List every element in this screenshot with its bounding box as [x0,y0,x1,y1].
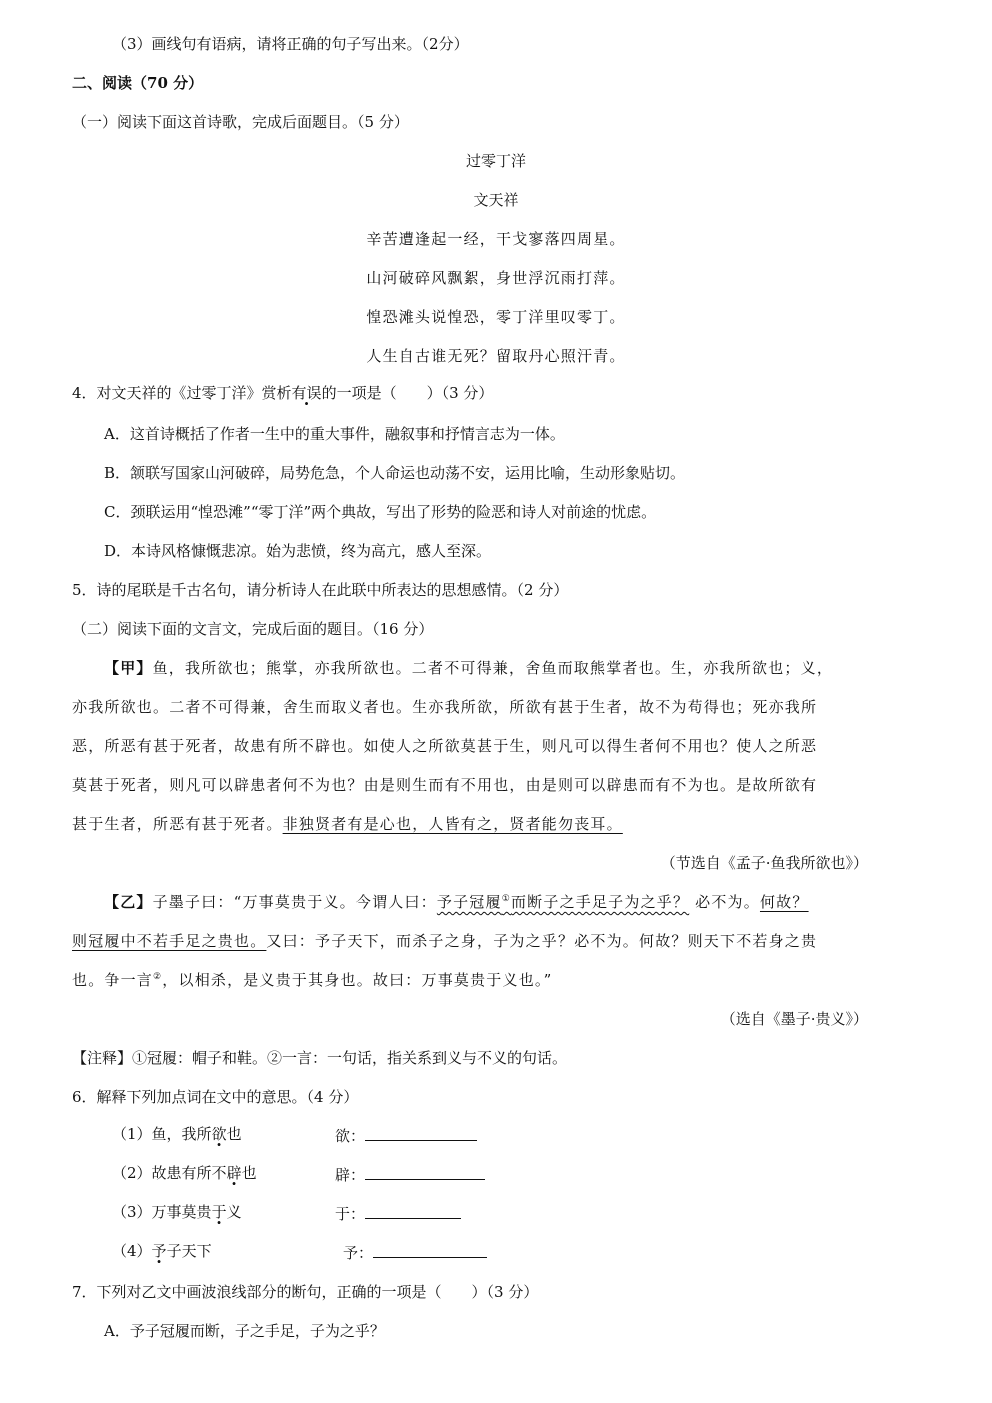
answer-blank[interactable] [365,1163,485,1180]
passage-yi-source: （选自《墨子·贵义》） [720,1010,868,1028]
passage-jia-line-1 [104,658,833,678]
passage-jia-line-4: 莫甚于死者，则凡可以辟患者何不为也？由是则生而有不用也，由是则可以辟患而有不为也。是故所欲有 [72,776,818,794]
passage-yi-text: 又曰：予子天下，而杀子之身，子为之乎？必不为。何故？则天下不若身之贵 [266,932,818,950]
underlined-sentence: 非独贤者有是心也，人皆有之，贤者能勿丧耳。 [282,815,623,833]
item-text: 故患有所不 [151,1164,227,1182]
section-heading-reading: 二、阅读（70 分） [72,74,204,92]
passage-jia-line-5 [72,814,623,834]
item-text: 子天下 [166,1242,212,1260]
footnote-marker-2: ② [153,972,163,982]
question-6-item-4 [112,1241,212,1261]
question-6-item-2 [112,1163,257,1183]
question-4-stem [72,383,493,403]
passage-jia-source: （节选自《孟子·鱼我所欲也》） [660,854,868,872]
answer-label: 于： [335,1205,366,1223]
footnote-marker-1: ① [501,894,511,904]
dotted-word: 欲 [211,1125,227,1143]
item-text: 义 [226,1203,242,1221]
question-7-option-a: A．予子冠履而断，子之手足，子为之乎？ [104,1322,385,1340]
passage-yi-text: 必不为。 [689,893,760,911]
part-one-intro: （一）阅读下面这首诗歌，完成后面题目。（5 分） [72,113,409,131]
passage-yi-line-1 [104,892,809,912]
question-7-stem: 7．下列对乙文中画波浪线部分的断句，正确的一项是（ ）（3 分） [72,1283,539,1301]
question-6-item-3 [112,1202,242,1222]
question-4-option-c: C．颈联运用“惶恐滩”“零丁洋”两个典故，写出了形势的险恶和诗人对前途的忧虑。 [104,503,657,521]
part-two-intro: （二）阅读下面的文言文，完成后面的题目。（16 分） [72,620,434,638]
underlined-question: 何故？ [759,893,809,911]
poem-title: 过零丁洋 [465,152,526,170]
question-4-option-a: A．这首诗概括了作者一生中的重大事件，融叙事和抒情言志为一体。 [104,425,565,443]
item-text: 万事莫贵 [151,1203,212,1221]
item-number: （3） [112,1203,152,1221]
answer-blank[interactable] [373,1241,487,1258]
passage-yi-text: ，以相杀，是义贵于其身也。故曰：万事莫贵于义也。” [162,971,553,989]
passage-yi-text: 子墨子曰：“万事莫贵于义。今谓人曰： [152,893,437,911]
passage-jia-line-2: 亦我所欲也。二者不可得兼，舍生而取义者也。生亦我所欲，所欲有甚于生者，故不为苟得也；死亦我所 [72,698,818,716]
wavy-underlined-phrase [437,893,689,911]
question-6-item-1 [112,1124,242,1144]
question-6-stem: 6．解释下列加点词在文中的意思。（4 分） [72,1088,359,1106]
dotted-word-youwu: 有误 [291,384,322,402]
passage-yi-line-2 [72,931,817,951]
answer-label: 辟： [335,1166,366,1184]
passage-jia-text: 鱼，我所欲也；熊掌，亦我所欲也。二者不可得兼，舍鱼而取熊掌者也。生，亦我所欲也；义， [152,659,834,677]
underlined-sentence: 则冠履中不若手足之贵也。 [72,932,267,950]
item-number: （2） [112,1164,152,1182]
poem-line: 惶恐滩头说惶恐，零丁洋里叹零丁。 [366,308,626,326]
passage-jia-label: 【甲】 [104,659,153,677]
question-5: 5．诗的尾联是千古名句，请分析诗人在此联中所表达的思想感情。（2 分） [72,581,569,599]
passage-jia-line-3: 恶，所恶有甚于死者，故患有所不辟也。如使人之所欲莫甚于生，则凡可以得生者何不用也？使人之所恶 [72,737,818,755]
question-6-answer-1 [335,1124,477,1146]
passage-yi-label: 【乙】 [104,893,153,911]
question-6-answer-4 [343,1241,487,1263]
passage-jia-text: 甚于生者，所恶有甚于死者。 [72,815,283,833]
question-4-option-d: D．本诗风格慷慨悲凉。始为悲愤，终为高亢，感人至深。 [104,542,492,560]
question-6-answer-3 [335,1202,461,1224]
question-4-suffix: 的一项是（ ）（3 分） [321,384,494,402]
poem-line: 山河破碎风飘絮，身世浮沉雨打萍。 [366,269,626,287]
item-text: 也 [226,1125,242,1143]
question-3-line: （3）画线句有语病，请将正确的句子写出来。（2分） [112,35,469,53]
question-4-option-b: B．颔联写国家山河破碎，局势危急，个人命运也动荡不安，运用比喻，生动形象贴切。 [104,464,686,482]
answer-label: 欲： [335,1127,366,1145]
question-4-prefix: 4．对文天祥的《过零丁洋》赏析 [72,384,292,402]
annotation-notes: 【注释】①冠履：帽子和鞋。②一言：一句话，指关系到义与不义的句话。 [72,1049,568,1067]
answer-blank[interactable] [365,1202,461,1219]
question-6-answer-2 [335,1163,485,1185]
poem-line: 人生自古谁无死？留取丹心照汗青。 [366,347,626,365]
item-text: 鱼，我所 [151,1125,212,1143]
dotted-word: 于 [211,1203,227,1221]
dotted-word: 辟 [226,1164,242,1182]
item-number: （1） [112,1125,152,1143]
passage-yi-line-3 [72,970,552,990]
wavy-text-part-1: 予子冠履 [436,893,502,911]
poem-author: 文天祥 [473,191,519,209]
wavy-text-part-2: 而断子之手足子为之乎？ [510,893,690,911]
answer-label: 予： [343,1244,374,1262]
item-number: （4） [112,1242,152,1260]
poem-line: 辛苦遭逢起一经，干戈寥落四周星。 [366,230,626,248]
answer-blank[interactable] [365,1124,477,1141]
dotted-word: 予 [151,1242,167,1260]
item-text: 也 [241,1164,257,1182]
passage-yi-text: 也。争一言 [72,971,154,989]
